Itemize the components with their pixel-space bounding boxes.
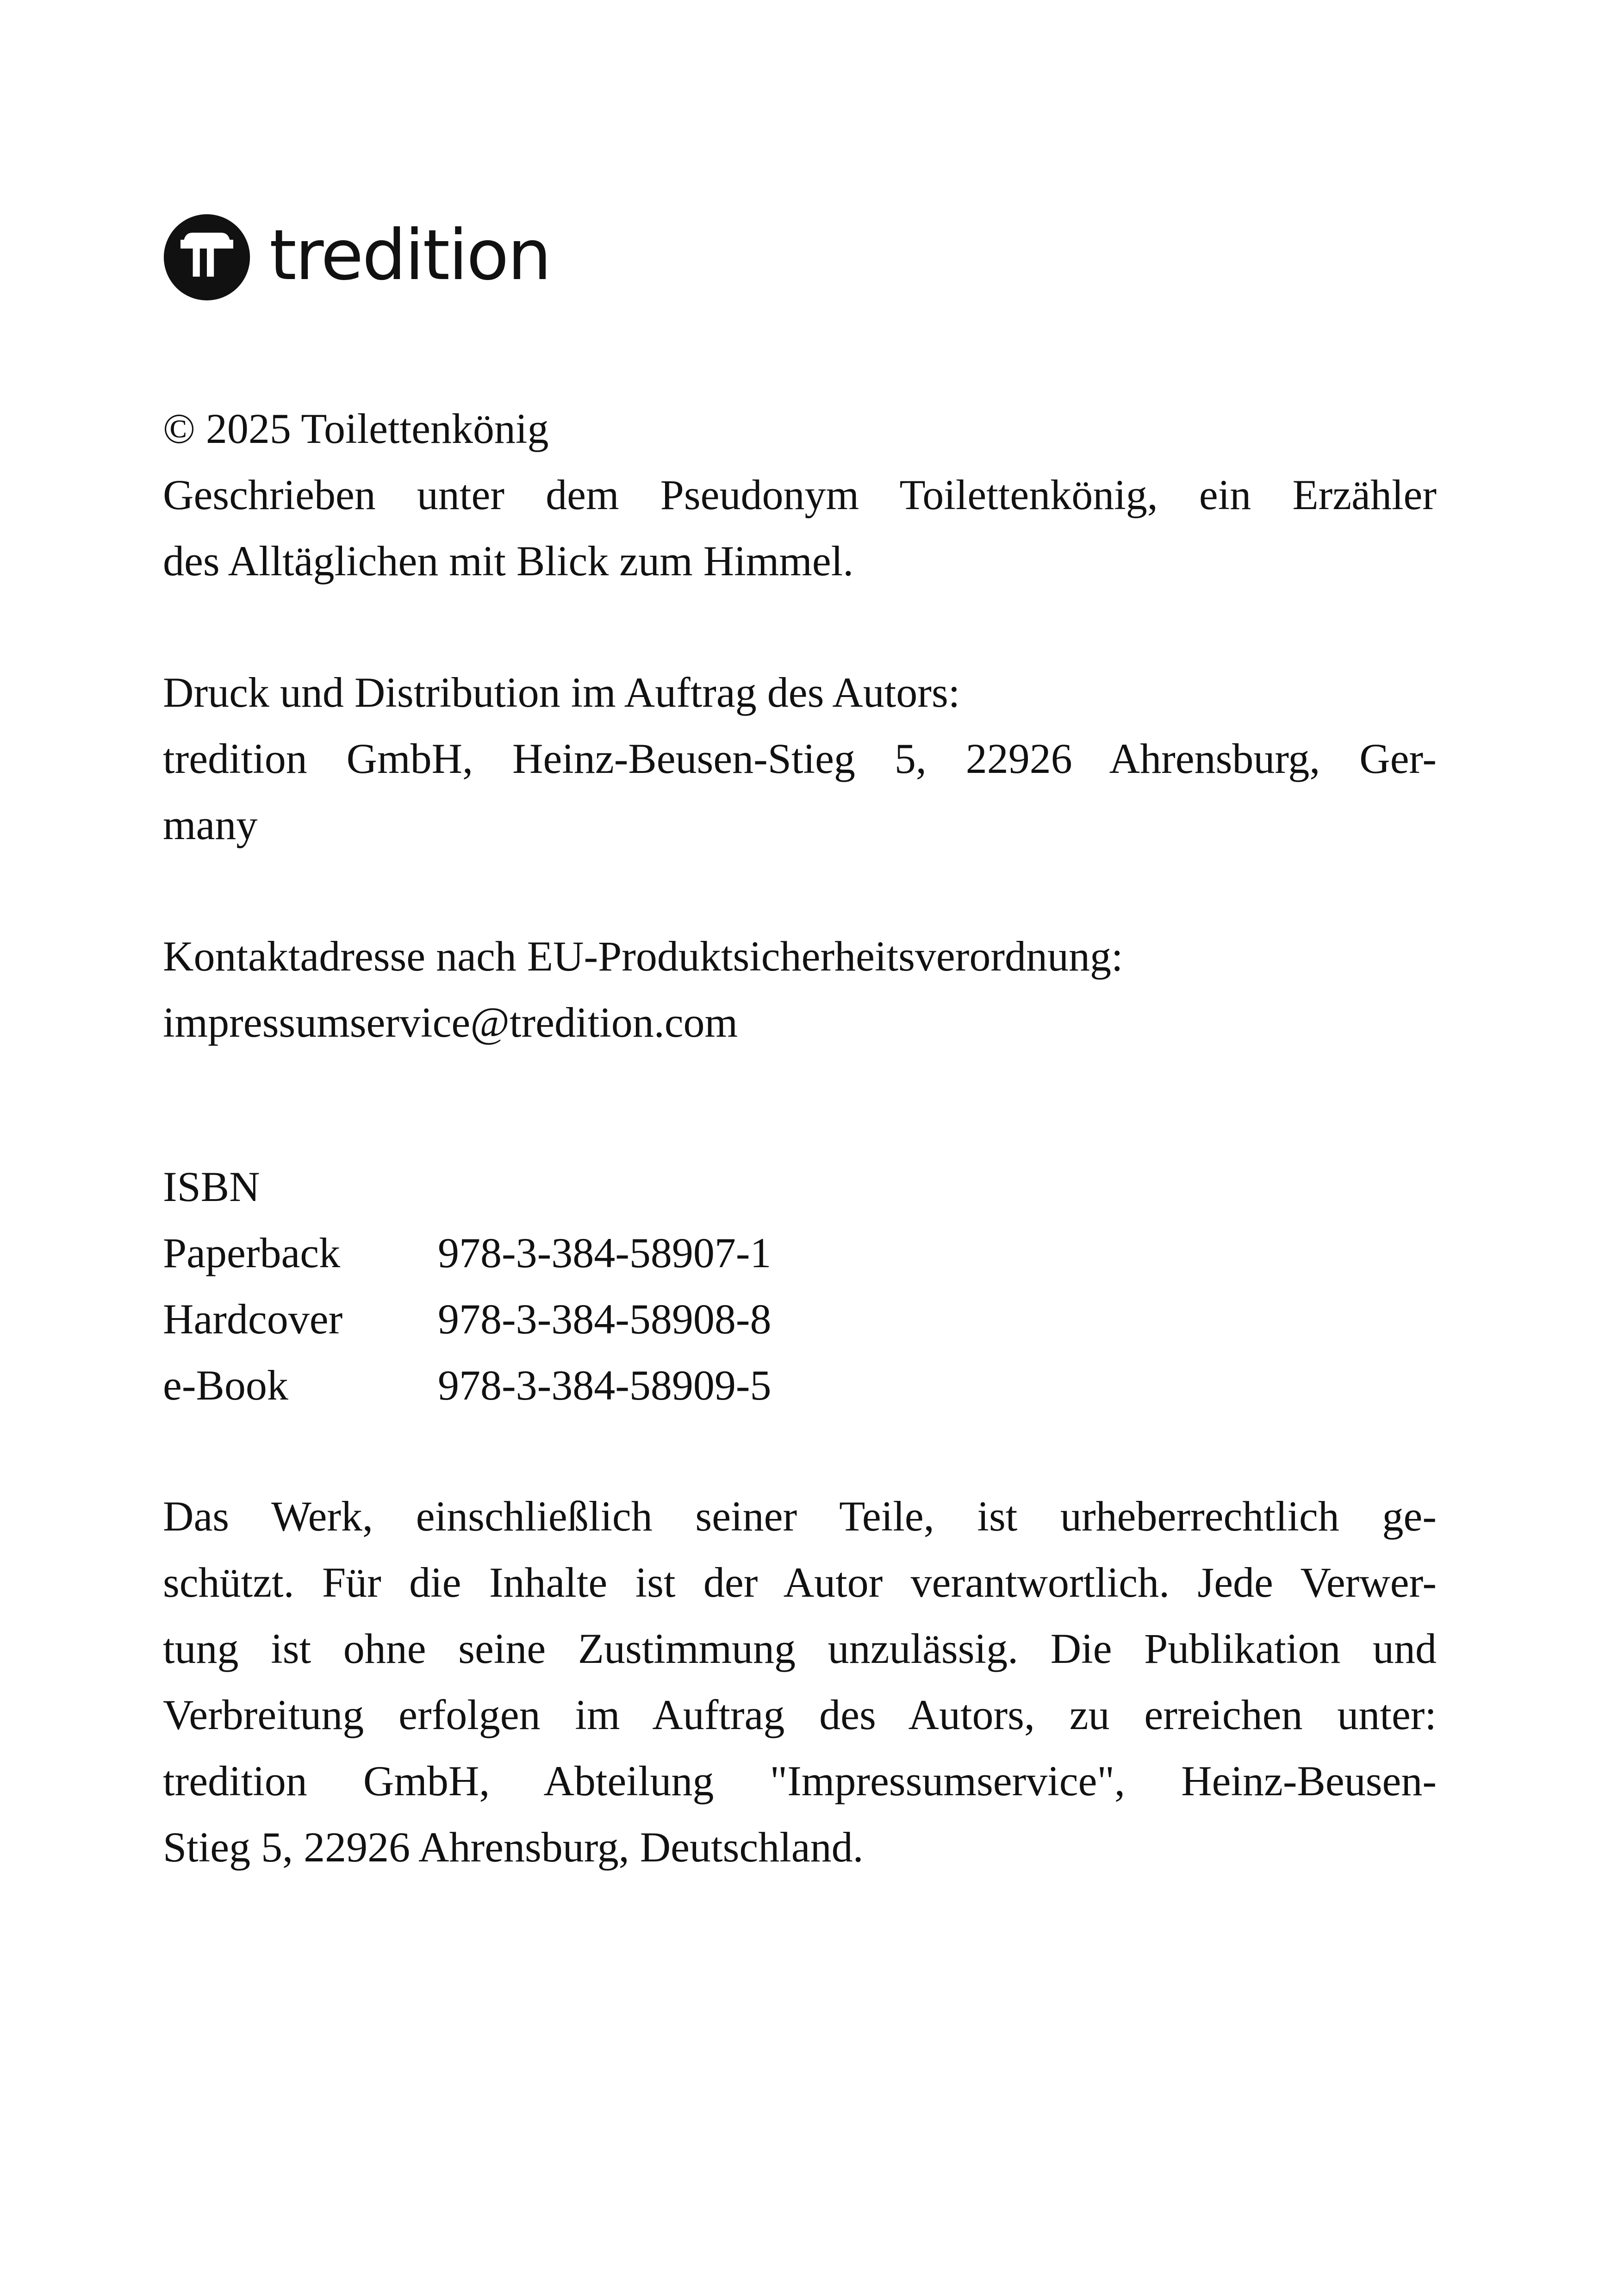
isbn-number: 978-3-384-58907-1 xyxy=(438,1229,772,1276)
copyright-block xyxy=(163,396,1437,594)
isbn-format: Paperback xyxy=(163,1229,341,1276)
print-address-line: many xyxy=(163,801,258,848)
isbn-row xyxy=(163,1352,1437,1419)
pseudonym-line: des Alltäglichen mit Blick zum Himmel. xyxy=(163,537,854,585)
isbn-number: 978-3-384-58909-5 xyxy=(438,1362,772,1409)
legal-line: Stieg 5, 22926 Ahrensburg, Deutschland. xyxy=(163,1823,864,1871)
print-address-line: tredition GmbH, Heinz-Beusen-Stieg 5, 22926 Ahrensburg, Ger- xyxy=(163,735,1437,782)
print-distribution-block xyxy=(163,660,1437,858)
print-heading: Druck und Distribution im Auftrag des Autors: xyxy=(163,669,960,716)
isbn-heading: ISBN xyxy=(163,1163,260,1210)
legal-line: Verbreitung erfolgen im Auftrag des Autors, zu erreichen unter: xyxy=(163,1691,1437,1738)
legal-line: schützt. Für die Inhalte ist der Autor verantwortlich. Jede Verwer- xyxy=(163,1559,1437,1606)
contact-heading: Kontaktadresse nach EU-Produktsicherheitsverordnung: xyxy=(163,933,1123,980)
legal-line: tredition GmbH, Abteilung "Impressumservice", Heinz-Beusen- xyxy=(163,1757,1437,1804)
isbn-format: e-Book xyxy=(163,1362,288,1409)
copyright-line: © 2025 Toilettenkönig xyxy=(163,405,549,452)
isbn-format: Hardcover xyxy=(163,1295,343,1343)
legal-line: tung ist ohne seine Zustimmung unzulässig. Die Publikation und xyxy=(163,1625,1437,1672)
isbn-number: 978-3-384-58908-8 xyxy=(438,1295,772,1343)
pseudonym-line: Geschrieben unter dem Pseudonym Toilettenkönig, ein Erzähler xyxy=(163,471,1437,518)
contact-block xyxy=(163,923,1437,1056)
legal-line: Das Werk, einschließlich seiner Teile, ist urheberrechtlich ge- xyxy=(163,1493,1437,1540)
tredition-logo-icon xyxy=(163,213,251,301)
isbn-row xyxy=(163,1220,1437,1286)
publisher-wordmark: tredition xyxy=(269,215,550,296)
legal-notice-block xyxy=(163,1483,1437,1880)
isbn-block xyxy=(163,1154,1437,1419)
isbn-row xyxy=(163,1286,1437,1352)
contact-email: impressumservice@tredition.com xyxy=(163,999,738,1046)
publisher-logo xyxy=(163,211,550,304)
